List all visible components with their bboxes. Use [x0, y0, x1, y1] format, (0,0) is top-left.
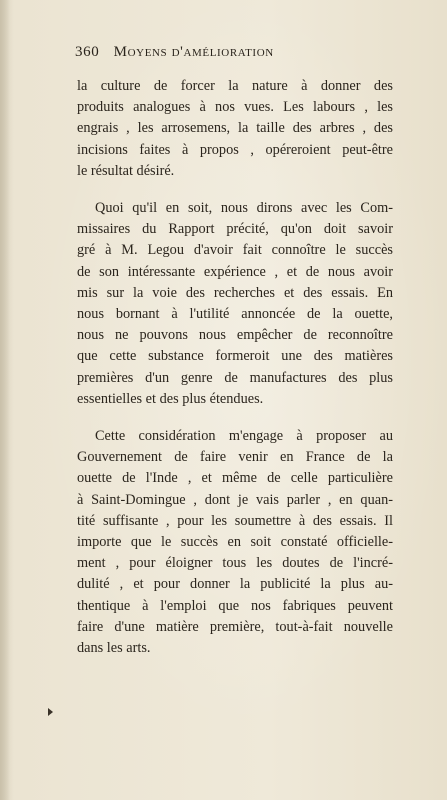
text-line: thentique à l'emploi que nos fabriques peuvent — [77, 597, 393, 614]
text-line: essentielles et des plus étendues. — [77, 390, 264, 407]
text-line: à Saint-Domingue , dont je vais parler , en quan- — [77, 491, 393, 508]
text-line: incisions faites à propos , opéreroient peut-être — [77, 141, 393, 158]
text-line: Gouvernement de faire venir en France de la — [77, 449, 393, 466]
text-line: Cette considération m'engage à proposer au — [95, 428, 393, 445]
text-line: engrais , les arrosemens, la taille des arbres , des — [77, 120, 393, 137]
text-line: premières d'un genre de manufactures des plus — [77, 369, 393, 386]
margin-mark — [48, 708, 53, 716]
text-line: nous bornant à l'utilité annoncée de la ouette, — [77, 306, 393, 323]
body-text — [77, 76, 393, 659]
text-line: faire d'une matière première, tout-à-fait nouvelle — [77, 618, 393, 635]
text-line: dulité , et pour donner la publicité la plus au- — [77, 576, 393, 593]
text-line: produits analogues à nos vues. Les labours , les — [77, 99, 393, 116]
paragraph — [77, 76, 393, 182]
text-line: le résultat désiré. — [77, 162, 175, 179]
text-line: gré à M. Legou d'avoir fait connoître le succès — [77, 242, 393, 259]
page-number: 360 — [75, 44, 100, 60]
text-line: mis sur la voie des recherches et des essais. En — [77, 284, 393, 301]
text-line: de son intéressante expérience , et de nous avoir — [77, 263, 393, 280]
text-line: dans les arts. — [77, 640, 151, 657]
paragraph — [77, 198, 393, 410]
text-line: tité suffisante , pour les soumettre à des essais. Il — [77, 512, 393, 529]
text-line: que cette substance formeroit une des matières — [77, 348, 393, 365]
running-head — [75, 44, 274, 61]
page-gutter-shadow — [0, 0, 10, 800]
text-line: nous ne pouvons nous empêcher de reconnoître — [77, 327, 393, 344]
text-line: Quoi qu'il en soit, nous dirons avec les Com- — [95, 200, 393, 217]
text-line: la culture de forcer la nature à donner des — [77, 78, 393, 94]
text-line: missaires du Rapport précité, qu'on doit savoir — [77, 221, 393, 238]
paragraph — [77, 426, 393, 659]
text-line: ment , pour éloigner tous les doutes de l'incré- — [77, 555, 393, 572]
running-title: Moyens d'amélioration — [113, 44, 274, 60]
text-line: ouette de l'Inde , et même de celle particulière — [77, 470, 393, 487]
text-line: importe que le succès en soit constaté officielle- — [77, 534, 393, 551]
